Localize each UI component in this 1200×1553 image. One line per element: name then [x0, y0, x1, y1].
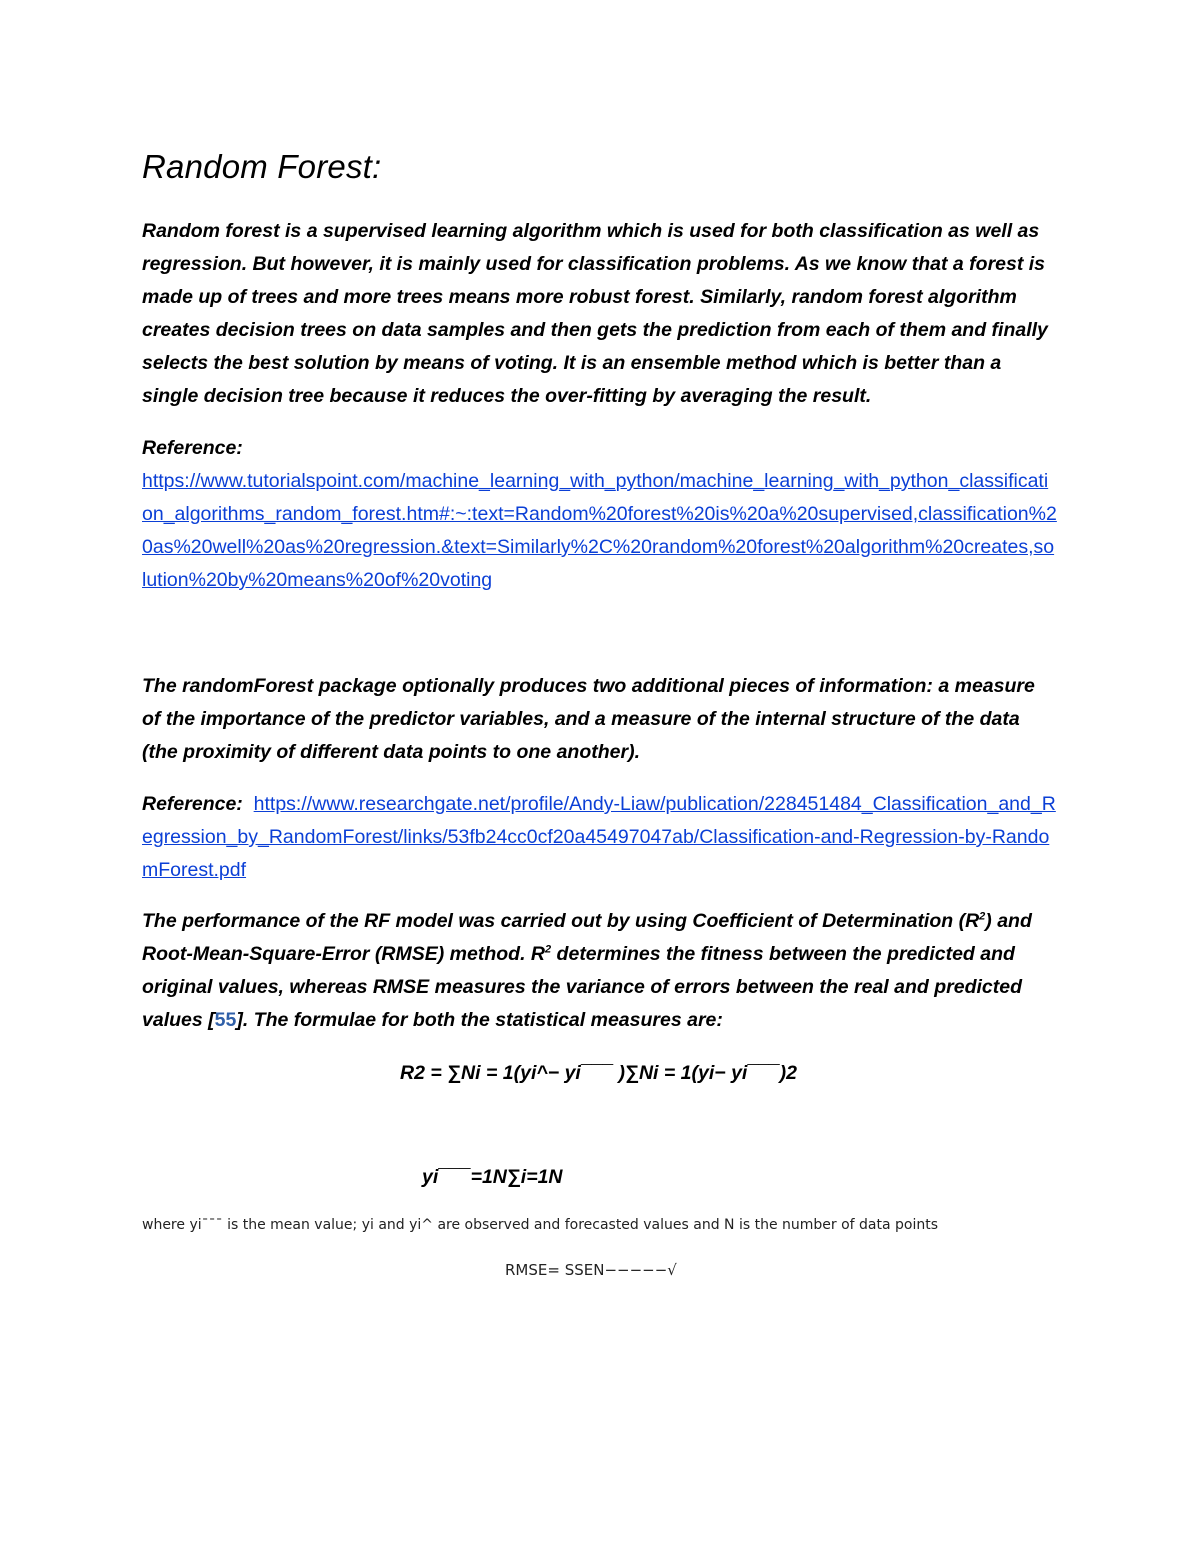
performance-text-2: ) and Root-Mean-Square-Error (RMSE) method. R: [142, 910, 1032, 965]
package-paragraph: The randomForest package optionally produces two additional pieces of information: a measure of the importance of the predictor variables, and a measure of the internal structure of the data (the proximity of different data points to one another).: [142, 675, 1035, 763]
citation-link[interactable]: 55: [214, 1009, 237, 1031]
reference-1-label: Reference:: [142, 437, 243, 459]
intro-paragraph: Random forest is a supervised learning algorithm which is used for both classification as well as regression. But however, it is mainly used for classification problems. As we know that a forest is made up of trees and more trees means more robust forest. Similarly, random forest algorithm creates decision trees on data samples and then gets the prediction from each of them and finally selects the best solution by means of voting. It is an ensemble method which is better than a single decision tree because it reduces the over-fitting by averaging the result.: [142, 220, 1048, 407]
reference-2: [142, 788, 1057, 887]
r2-equation: R2 = ∑Ni = 1(yi^− yi¯¯¯ )∑Ni = 1(yi− yi¯¯¯)2: [400, 1062, 797, 1084]
performance-text-4: ]. The formulae for both the statistical measures are:: [236, 1009, 723, 1031]
performance-text-3: determines the fitness between the predicted and original values, whereas RMSE measures the variance of errors between the real and predicted values [: [142, 943, 1022, 1031]
superscript-2: 2: [979, 910, 986, 923]
reference-1: [142, 432, 1057, 597]
document-title: Random Forest:: [142, 148, 382, 185]
reference-1-link[interactable]: https://www.tutorialspoint.com/machine_learning_with_python/machine_learning_with_python_classification_algorithms_random_forest.htm#:~:text=Random%20forest%20is%20a%20supervised,classification%20as%20well%20as%20regression.&text=Similarly%2C%20random%20forest%20algorithm%20creates,solution%20by%20means%20of%20voting: [142, 470, 1057, 591]
superscript-2: 2: [545, 943, 552, 956]
performance-paragraph: [142, 905, 1057, 1037]
where-clause: where yi¯¯¯ is the mean value; yi and yi^ are observed and forecasted values and Ν is the number of data points: [142, 1217, 939, 1233]
performance-text-1: The performance of the RF model was carried out by using Coefficient of Determination (R: [142, 910, 980, 932]
mean-equation: yi¯¯¯=1N∑i=1N: [422, 1166, 563, 1188]
reference-2-label: Reference:: [142, 793, 243, 815]
rmse-equation: RMSE= SSEN−−−−−√: [505, 1261, 677, 1279]
reference-2-link[interactable]: https://www.researchgate.net/profile/Andy-Liaw/publication/228451484_Classification_and_Regression_by_RandomForest/links/53fb24cc0cf20a45497047ab/Classification-and-Regression-by-RandomForest.pdf: [142, 793, 1056, 881]
